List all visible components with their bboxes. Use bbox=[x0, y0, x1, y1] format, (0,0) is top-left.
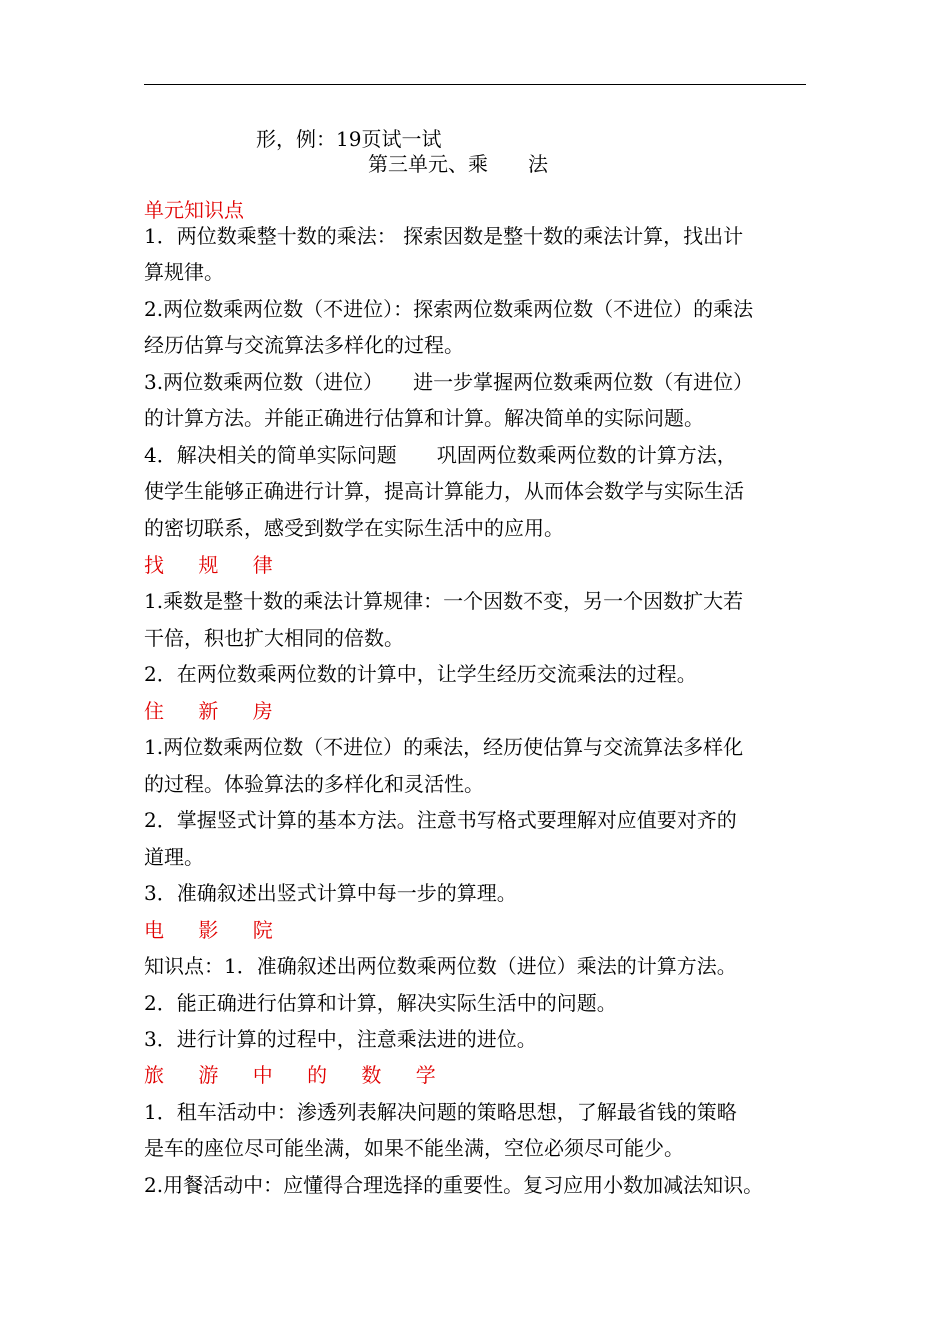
unit-title: 第三单元、乘 法 bbox=[368, 152, 548, 176]
paragraph-line: 2.两位数乘两位数（不进位）：探索两位数乘两位数（不进位）的乘法 bbox=[144, 297, 754, 321]
paragraph-line: 使学生能够正确进行计算，提高计算能力，从而体会数学与实际生活 bbox=[144, 479, 744, 503]
section-heading-travel-math: 旅 游 中 的 数 学 bbox=[144, 1063, 450, 1087]
paragraph-line: 2.用餐活动中：应懂得合理选择的重要性。复习应用小数加减法知识。 bbox=[144, 1173, 764, 1197]
section-heading-unit-knowledge: 单元知识点 bbox=[144, 198, 244, 222]
paragraph-line: 3．进行计算的过程中，注意乘法进的进位。 bbox=[144, 1027, 537, 1051]
paragraph-line: 经历估算与交流算法多样化的过程。 bbox=[144, 333, 464, 357]
paragraph-line: 1．租车活动中：渗透列表解决问题的策略思想，了解最省钱的策略 bbox=[144, 1100, 737, 1124]
paragraph-line: 4．解决相关的简单实际问题 巩固两位数乘两位数的计算方法， bbox=[144, 443, 737, 467]
paragraph-line: 的过程。体验算法的多样化和灵活性。 bbox=[144, 772, 484, 796]
header-rule bbox=[144, 84, 806, 85]
section-heading-find-pattern: 找 规 律 bbox=[144, 553, 287, 577]
paragraph-line: 是车的座位尽可能坐满，如果不能坐满，空位必须尽可能少。 bbox=[144, 1136, 684, 1160]
paragraph-line: 1.两位数乘两位数（不进位）的乘法，经历使估算与交流算法多样化 bbox=[144, 735, 744, 759]
paragraph-line: 3.两位数乘两位数（进位） 进一步掌握两位数乘两位数（有进位） bbox=[144, 370, 754, 394]
paragraph-line: 的计算方法。并能正确进行估算和计算。解决简单的实际问题。 bbox=[144, 406, 704, 430]
paragraph-line: 知识点：1．准确叙述出两位数乘两位数（进位）乘法的计算方法。 bbox=[144, 954, 737, 978]
paragraph-line: 2．能正确进行估算和计算，解决实际生活中的问题。 bbox=[144, 991, 617, 1015]
paragraph-line: 2．在两位数乘两位数的计算中，让学生经历交流乘法的过程。 bbox=[144, 662, 697, 686]
paragraph-line: 3．准确叙述出竖式计算中每一步的算理。 bbox=[144, 881, 517, 905]
paragraph-line: 1．两位数乘整十数的乘法： 探索因数是整十数的乘法计算，找出计 bbox=[144, 224, 744, 248]
paragraph-line: 的密切联系，感受到数学在实际生活中的应用。 bbox=[144, 516, 564, 540]
paragraph-line: 1.乘数是整十数的乘法计算规律：一个因数不变，另一个因数扩大若 bbox=[144, 589, 744, 613]
section-heading-new-house: 住 新 房 bbox=[144, 699, 287, 723]
section-heading-cinema: 电 影 院 bbox=[144, 918, 287, 942]
paragraph-line: 算规律。 bbox=[144, 260, 224, 284]
carry-over-line: 形，例：19页试一试 bbox=[256, 127, 442, 151]
paragraph-line: 道理。 bbox=[144, 845, 204, 869]
paragraph-line: 2．掌握竖式计算的基本方法。注意书写格式要理解对应值要对齐的 bbox=[144, 808, 737, 832]
paragraph-line: 干倍，积也扩大相同的倍数。 bbox=[144, 626, 404, 650]
